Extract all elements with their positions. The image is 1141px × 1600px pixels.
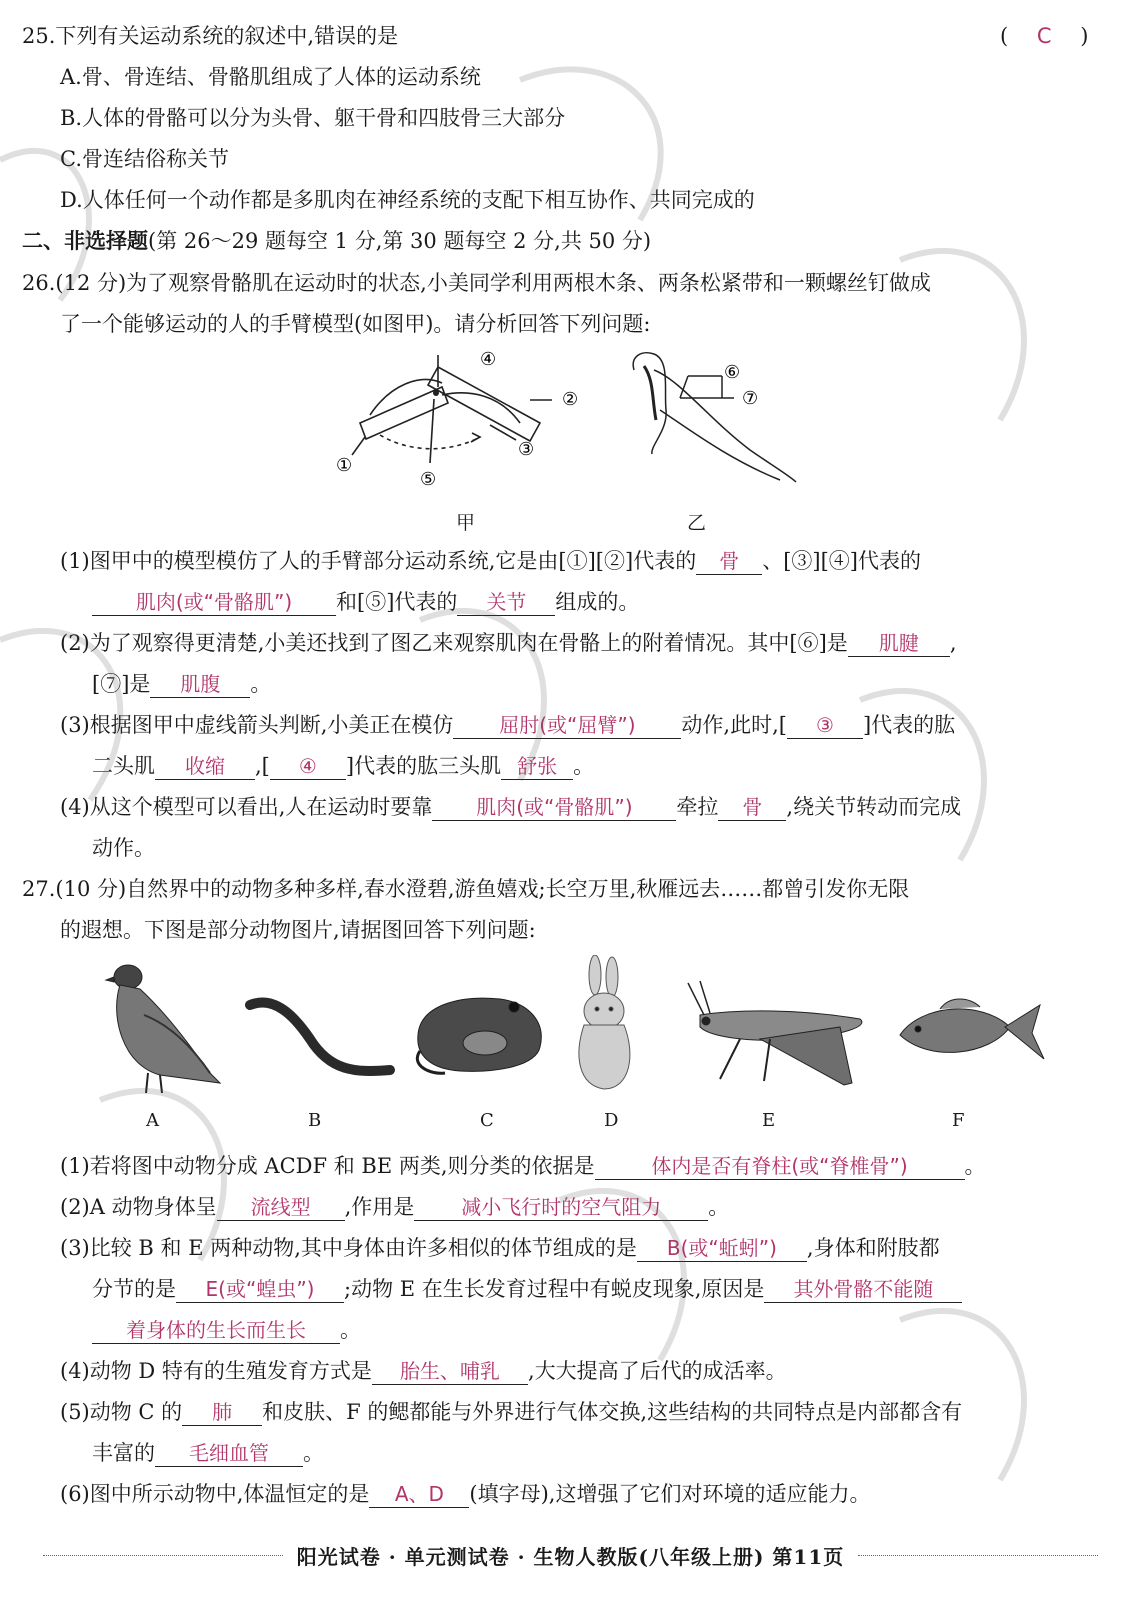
forearm-outline-bottom [660, 410, 780, 480]
q26-p3-text1: (3)根据图甲中虚线箭头判断,小美正在模仿 [60, 713, 454, 737]
q27-p5-blank1: 肺 [182, 1399, 262, 1426]
leader-1 [352, 437, 365, 455]
q27-p5-text4: 。 [303, 1441, 324, 1465]
q25-option-d: D.人体任何一个动作都是多肌肉在神经系统的支配下相互协作、共同完成的 [60, 188, 755, 212]
q26-p3-line2 [92, 752, 594, 780]
fig-label-1: ① [336, 455, 353, 476]
q26-p1-text4: 组成的。 [555, 590, 640, 614]
section2-title: 二、非选择题 [22, 228, 148, 253]
animal-label-a: A [146, 1110, 159, 1131]
biceps [644, 366, 656, 420]
q27-p3-blank1: B(或“蚯蚓”) [637, 1235, 807, 1262]
q27-p1 [60, 1152, 986, 1180]
q27-intro-2: 的遐想。下图是部分动物图片,请据图回答下列问题: [60, 918, 536, 942]
q26-p4-blank1: 肌肉(或“骨骼肌”) [432, 794, 676, 821]
arrow-head [471, 433, 480, 442]
q27-p5-line1 [60, 1398, 962, 1426]
arm-model-figure [330, 345, 600, 495]
q26-p3-text6: ]代表的肱三头肌 [345, 754, 502, 778]
animal-label-e: E [762, 1110, 776, 1131]
q26-p2-text4: 。 [250, 672, 272, 696]
q26-p2-line1 [60, 629, 957, 657]
q26-p3-blank1: 屈肘(或“屈臂”) [453, 712, 681, 739]
q27-p1-text1: (1)若将图中动物分成 ACDF 和 BE 两类,则分类的依据是 [60, 1154, 595, 1178]
q27-p5-blank2: 毛细血管 [155, 1440, 303, 1467]
q27-p3-text1: (3)比较 B 和 E 两种动物,其中身体由许多相似的体节组成的是 [60, 1236, 637, 1260]
q25-answer-open: ( [1000, 24, 1009, 48]
page-footer [0, 1540, 1141, 1570]
footer-rule-right [858, 1555, 1098, 1556]
q26-intro-2: 了一个能够运动的人的手臂模型(如图甲)。请分析回答下列问题: [60, 312, 651, 336]
animal-label-f: F [952, 1110, 965, 1131]
pigeon-figure [106, 965, 220, 1093]
fig-label-6: ⑥ [724, 362, 741, 383]
q27-p1-text2: 。 [964, 1154, 986, 1178]
fig-label-3: ③ [518, 439, 535, 460]
section2-note: (第 26～29 题每空 1 分,第 30 题每空 2 分,共 50 分) [148, 229, 652, 253]
rabbit-figure [579, 955, 630, 1089]
q26-p4-line1 [60, 793, 961, 821]
q27-p3-text3: 分节的是 [92, 1277, 176, 1301]
q27-p2-blank2: 减小飞行时的空气阻力 [414, 1194, 708, 1221]
q27-p6-blank1: A、D [369, 1481, 469, 1508]
footer-rule-left [43, 1555, 283, 1556]
q25-answer: C [1036, 24, 1052, 48]
q26-p1-blank1: 骨 [696, 548, 762, 575]
q26-p1-text2: 、[③][④]代表的 [762, 549, 921, 573]
elastic-band-lower [442, 393, 520, 423]
leader-5 [430, 399, 434, 463]
q27-p6-text2: (填字母),这增强了它们对环境的适应能力。 [469, 1482, 871, 1506]
fig-label-2: ② [562, 389, 579, 410]
q27-p5-text1: (5)动物 C 的 [60, 1400, 183, 1424]
screw-dot [433, 390, 439, 396]
q25-stem: 25.下列有关运动系统的叙述中,错误的是 [22, 24, 399, 48]
q26-p3-blank3: 收缩 [155, 753, 255, 780]
fish-figure [900, 999, 1044, 1059]
footer-text: 阳光试卷 · 单元测试卷 · 生物人教版(八年级上册) 第11页 [296, 1544, 845, 1569]
q27-p3-text5: 。 [340, 1318, 361, 1342]
q27-p5-line2 [92, 1439, 324, 1467]
q27-p3-line3 [92, 1316, 361, 1344]
q26-p3-text3: ]代表的肱 [862, 713, 956, 737]
earthworm-figure [250, 1003, 390, 1071]
q27-p3-line1 [60, 1234, 940, 1262]
q26-p2-text3: [⑦]是 [92, 672, 151, 696]
animal-label-b: B [308, 1110, 322, 1131]
q27-p2-text2: ,作用是 [344, 1195, 415, 1219]
animal-label-c: C [480, 1110, 494, 1131]
q26-p1-text1: (1)图甲中的模型模仿了人的手臂部分运动系统,它是由[①][②]代表的 [60, 549, 697, 573]
q25-answer-box [1000, 22, 1088, 50]
leader-6b [680, 376, 688, 398]
q27-p2-blank1: 流线型 [217, 1194, 345, 1221]
frog-figure [417, 998, 541, 1073]
q27-p3-blank4: 着身体的生长而生长 [92, 1317, 340, 1344]
fig-caption-a: 甲 [456, 512, 476, 534]
arm-muscle-figure [620, 350, 820, 490]
q26-p1-blank3: 关节 [457, 589, 555, 616]
q27-p4-text1: (4)动物 D 特有的生殖发育方式是 [60, 1359, 372, 1383]
fig-caption-b: 乙 [687, 512, 707, 534]
q27-p3-text2: ,身体和附肢都 [806, 1236, 940, 1260]
q26-p3-line1 [60, 711, 955, 739]
q27-p5-text2: 和皮肤、F 的鳃都能与外界进行气体交换,这些结构的共同特点是内部都含有 [262, 1400, 963, 1424]
q26-p4-text3: ,绕关节转动而完成 [786, 795, 962, 819]
grasshopper-figure [688, 981, 862, 1085]
q26-p3-text4: 二头肌 [92, 754, 155, 778]
q26-p2-text2: , [949, 631, 957, 655]
section2-header [22, 227, 651, 255]
fig-label-5: ⑤ [420, 469, 437, 490]
q26-p3-blank4: ④ [270, 753, 346, 780]
q26-p2-text1: (2)为了观察得更清楚,小美还找到了图乙来观察肌肉在骨骼上的附着情况。其中[⑥]是 [60, 631, 848, 655]
q26-p3-blank5: 舒张 [501, 753, 573, 780]
q25-answer-close: ) [1080, 24, 1089, 48]
q26-p3-blank2: ③ [787, 712, 863, 739]
q27-p6-text1: (6)图中所示动物中,体温恒定的是 [60, 1482, 370, 1506]
q27-p3-blank3: 其外骨骼不能随 [764, 1276, 962, 1303]
q26-p1-blank2: 肌肉(或“骨骼肌”) [92, 589, 336, 616]
q26-p4-blank2: 骨 [718, 794, 786, 821]
q26-p3-text2: 动作,此时,[ [681, 713, 787, 737]
animal-label-d: D [604, 1110, 619, 1131]
q26-p4-text1: (4)从这个模型可以看出,人在运动时要靠 [60, 795, 433, 819]
q27-p5-text3: 丰富的 [92, 1441, 155, 1465]
q27-p4-text2: ,大大提高了后代的成活率。 [527, 1359, 787, 1383]
q26-p1-text3: 和[⑤]代表的 [336, 590, 458, 614]
q26-p4-line2: 动作。 [92, 836, 155, 860]
q27-p3-text4: ;动物 E 在生长发育过程中有蜕皮现象,原因是 [344, 1277, 765, 1301]
q26-p3-text5: ,[ [255, 754, 270, 778]
q26-p2-blank2: 肌腹 [150, 671, 250, 698]
q26-intro-1: 26.(12 分)为了观察骨骼肌在运动时的状态,小美同学利用两根木条、两条松紧带和一颗螺丝钉做成 [22, 271, 931, 295]
q26-p2-blank1: 肌腱 [848, 630, 950, 657]
q27-p2-text3: 。 [708, 1195, 730, 1219]
q27-p3-blank2: E(或“蝗虫”) [176, 1276, 344, 1303]
q26-p3-text7: 。 [573, 754, 595, 778]
q27-p3-line2 [92, 1275, 962, 1303]
q27-p6 [60, 1480, 870, 1508]
q26-p1-line2 [92, 588, 639, 616]
animal-figures [100, 955, 1060, 1100]
q27-intro-1: 27.(10 分)自然界中的动物多种多样,春水澄碧,游鱼嬉戏;长空万里,秋雁远去……都曾引发你无限 [22, 877, 910, 901]
q27-p2 [60, 1193, 729, 1221]
q25-option-b: B.人体的骨骼可以分为头骨、躯干骨和四肢骨三大部分 [60, 106, 566, 130]
q25-option-c: C.骨连结俗称关节 [60, 147, 229, 171]
dashed-arrow-arc [380, 435, 480, 449]
q25-option-a: A.骨、骨连结、骨骼肌组成了人体的运动系统 [60, 65, 481, 89]
q26-p2-line2 [92, 670, 271, 698]
leader-3 [490, 425, 516, 440]
upper-arm-outline [633, 353, 666, 454]
fig-label-4: ④ [480, 349, 497, 370]
q26-p1-line1 [60, 547, 921, 575]
fig-label-7: ⑦ [742, 388, 759, 409]
forearm-outline-top [654, 370, 796, 482]
q27-p2-text1: (2)A 动物身体呈 [60, 1195, 217, 1219]
q27-p4-blank1: 胎生、哺乳 [372, 1358, 528, 1385]
q27-p4 [60, 1357, 787, 1385]
q27-p1-blank1: 体内是否有脊柱(或“脊椎骨”) [595, 1153, 965, 1180]
q26-p4-text2: 牵拉 [676, 795, 719, 819]
